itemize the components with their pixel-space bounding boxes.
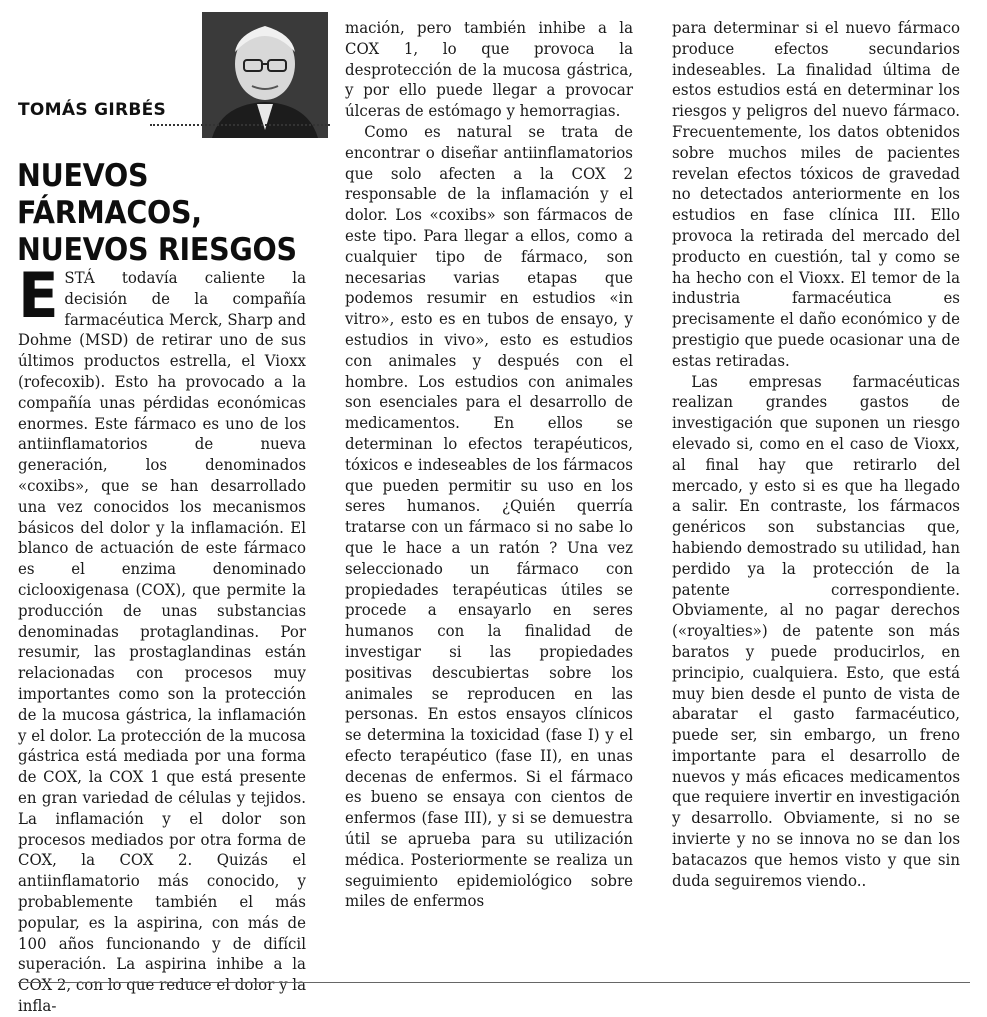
article-column-2 xyxy=(345,18,633,912)
page-bottom-rule xyxy=(18,982,970,983)
paragraph: Las empresas farmacéuticas realizan grandes gastos de investigación que suponen un riesgo elevado si, como en el caso de Vioxx, al final hay que retirarlo del mercado, y esto si es que ha llegado a salir. En contraste, los fármacos genéricos son substancias que, habiendo demostrado su utilidad, han perdido ya la protección de la patente correspondiente. Obviamente, al no pagar derechos («royalties») de patente son más baratos y puede producirlos, en principio, cualquiera. Esto, que está muy bien desde el punto de vista de abaratar el gasto farmacéutico, puede ser, sin embargo, un freno importante para el desarrollo de nuevos y más eficaces medicamentos que requiere invertir en investigación y desarrollo. Obviamente, si no se invierte y no se innova no se dan los batacazos que hemos visto y que sin duda seguiremos viendo.. xyxy=(672,372,960,890)
headline-line-2: NUEVOS RIESGOS xyxy=(17,232,297,268)
author-photo xyxy=(202,12,328,138)
headline-line-1: NUEVOS FÁRMACOS, xyxy=(17,158,202,231)
article-column-3 xyxy=(672,18,960,891)
author-divider xyxy=(150,124,330,126)
paragraph: mación, pero también inhibe a la COX 1, lo que provoca la desprotección de la mucosa gástrica, y por ello puede llegar a provocar úlceras de estómago y hemorragias. xyxy=(345,19,633,121)
paragraph xyxy=(18,259,307,1017)
paragraph: Como es natural se trata de encontrar o diseñar antiinflamatorios que solo afecten a la COX 2 responsable de la inflamación y el dolor. Los «coxibs» son fármacos de este tipo. Para llegar a ellos, como a cualquier tipo de fármaco, son necesarias varias etapas que podemos resumir en estudios «in vitro», esto es en tubos de ensayo, y estudios in vivo», esto es estudios con animales y después con el hombre. Los estudios con animales son esenciales para el desarrollo de medicamentos. En ellos se determinan lo efectos terapéuticos, tóxicos e indeseables de los fármacos que pueden permitir su uso en los seres humanos. ¿Quién querría tratarse con un fármaco si no sabe lo que le hace a un ratón ? Una vez seleccionado un fármaco con propiedades terapéuticas útiles se procede a ensayarlo en seres humanos con la finalidad de investigar si las propiedades positivas descubiertas sobre los animales se reproducen en las personas. En estos ensayos clínicos se determina la toxicidad (fase I) y el efecto terapéutico (fase II), en unas decenas de enfermos. Si el fármaco es bueno se ensaya con cientos de enfermos (fase III), y si se demuestra útil se aprueba para su utilización médica. Posteriormente se realiza un seguimiento epidemiológico sobre miles de enfermos xyxy=(345,122,633,911)
author-name: TOMÁS GIRBÉS xyxy=(18,100,167,120)
paragraph: para determinar si el nuevo fármaco produce efectos secundarios indeseables. La finalidad última de estos estudios está en determinar los riesgos y peligros del nuevo fármaco. Frecuentemente, los datos obtenidos sobre muchos miles de pacientes revelan efectos tóxicos de gravedad no detectados anteriormente en los estudios en fase clínica III. Ello provoca la retirada del mercado del producto en cuestión, tal y como se ha hecho con el Vioxx. El temor de la industria farmacéutica es precisamente el daño económico y de prestigio que puede ocasionar una de estas retiradas. xyxy=(672,19,960,370)
paragraph-text: STÁ todavía caliente la decisión de la compañía farmacéutica Merck, Sharp and Dohme (MSD) de retirar uno de sus últimos productos estrella, el Vioxx (rofecoxib). Esto ha provocado a la compañía unas pérdidas económicas enormes. Este fármaco es uno de los antiinflamatorios de nueva generación, los denominados «coxibs», que se han desarrollado una vez conocidos los mecanismos básicos del dolor y la inflamación. El blanco de actuación de este fármaco es el enzima denominado ciclooxigenasa (COX), que permite la producción de unas substancias denominadas protaglandinas. Por resumir, las prostaglandinas están relacionadas con procesos muy importantes como son la protección de la mucosa gástrica, la inflamación y el dolor. La protección de la mucosa gástrica está mediada por una forma de COX, la COX 1 que está presente en gran variedad de células y tejidos. La inflamación y el dolor son procesos mediados por otra forma de COX, la COX 2. Quizás el antiinflamatorio más conocido, y probablemente también el más popular, es la aspirina, con más de 100 años funcionando y de difícil superación. La aspirina inhibe a la COX 2, con lo que reduce el dolor y la infla- xyxy=(18,269,307,1015)
article-column-1 xyxy=(18,259,307,1017)
article-headline xyxy=(17,158,311,269)
drop-cap: E xyxy=(18,259,59,332)
author-portrait-image xyxy=(202,12,328,138)
